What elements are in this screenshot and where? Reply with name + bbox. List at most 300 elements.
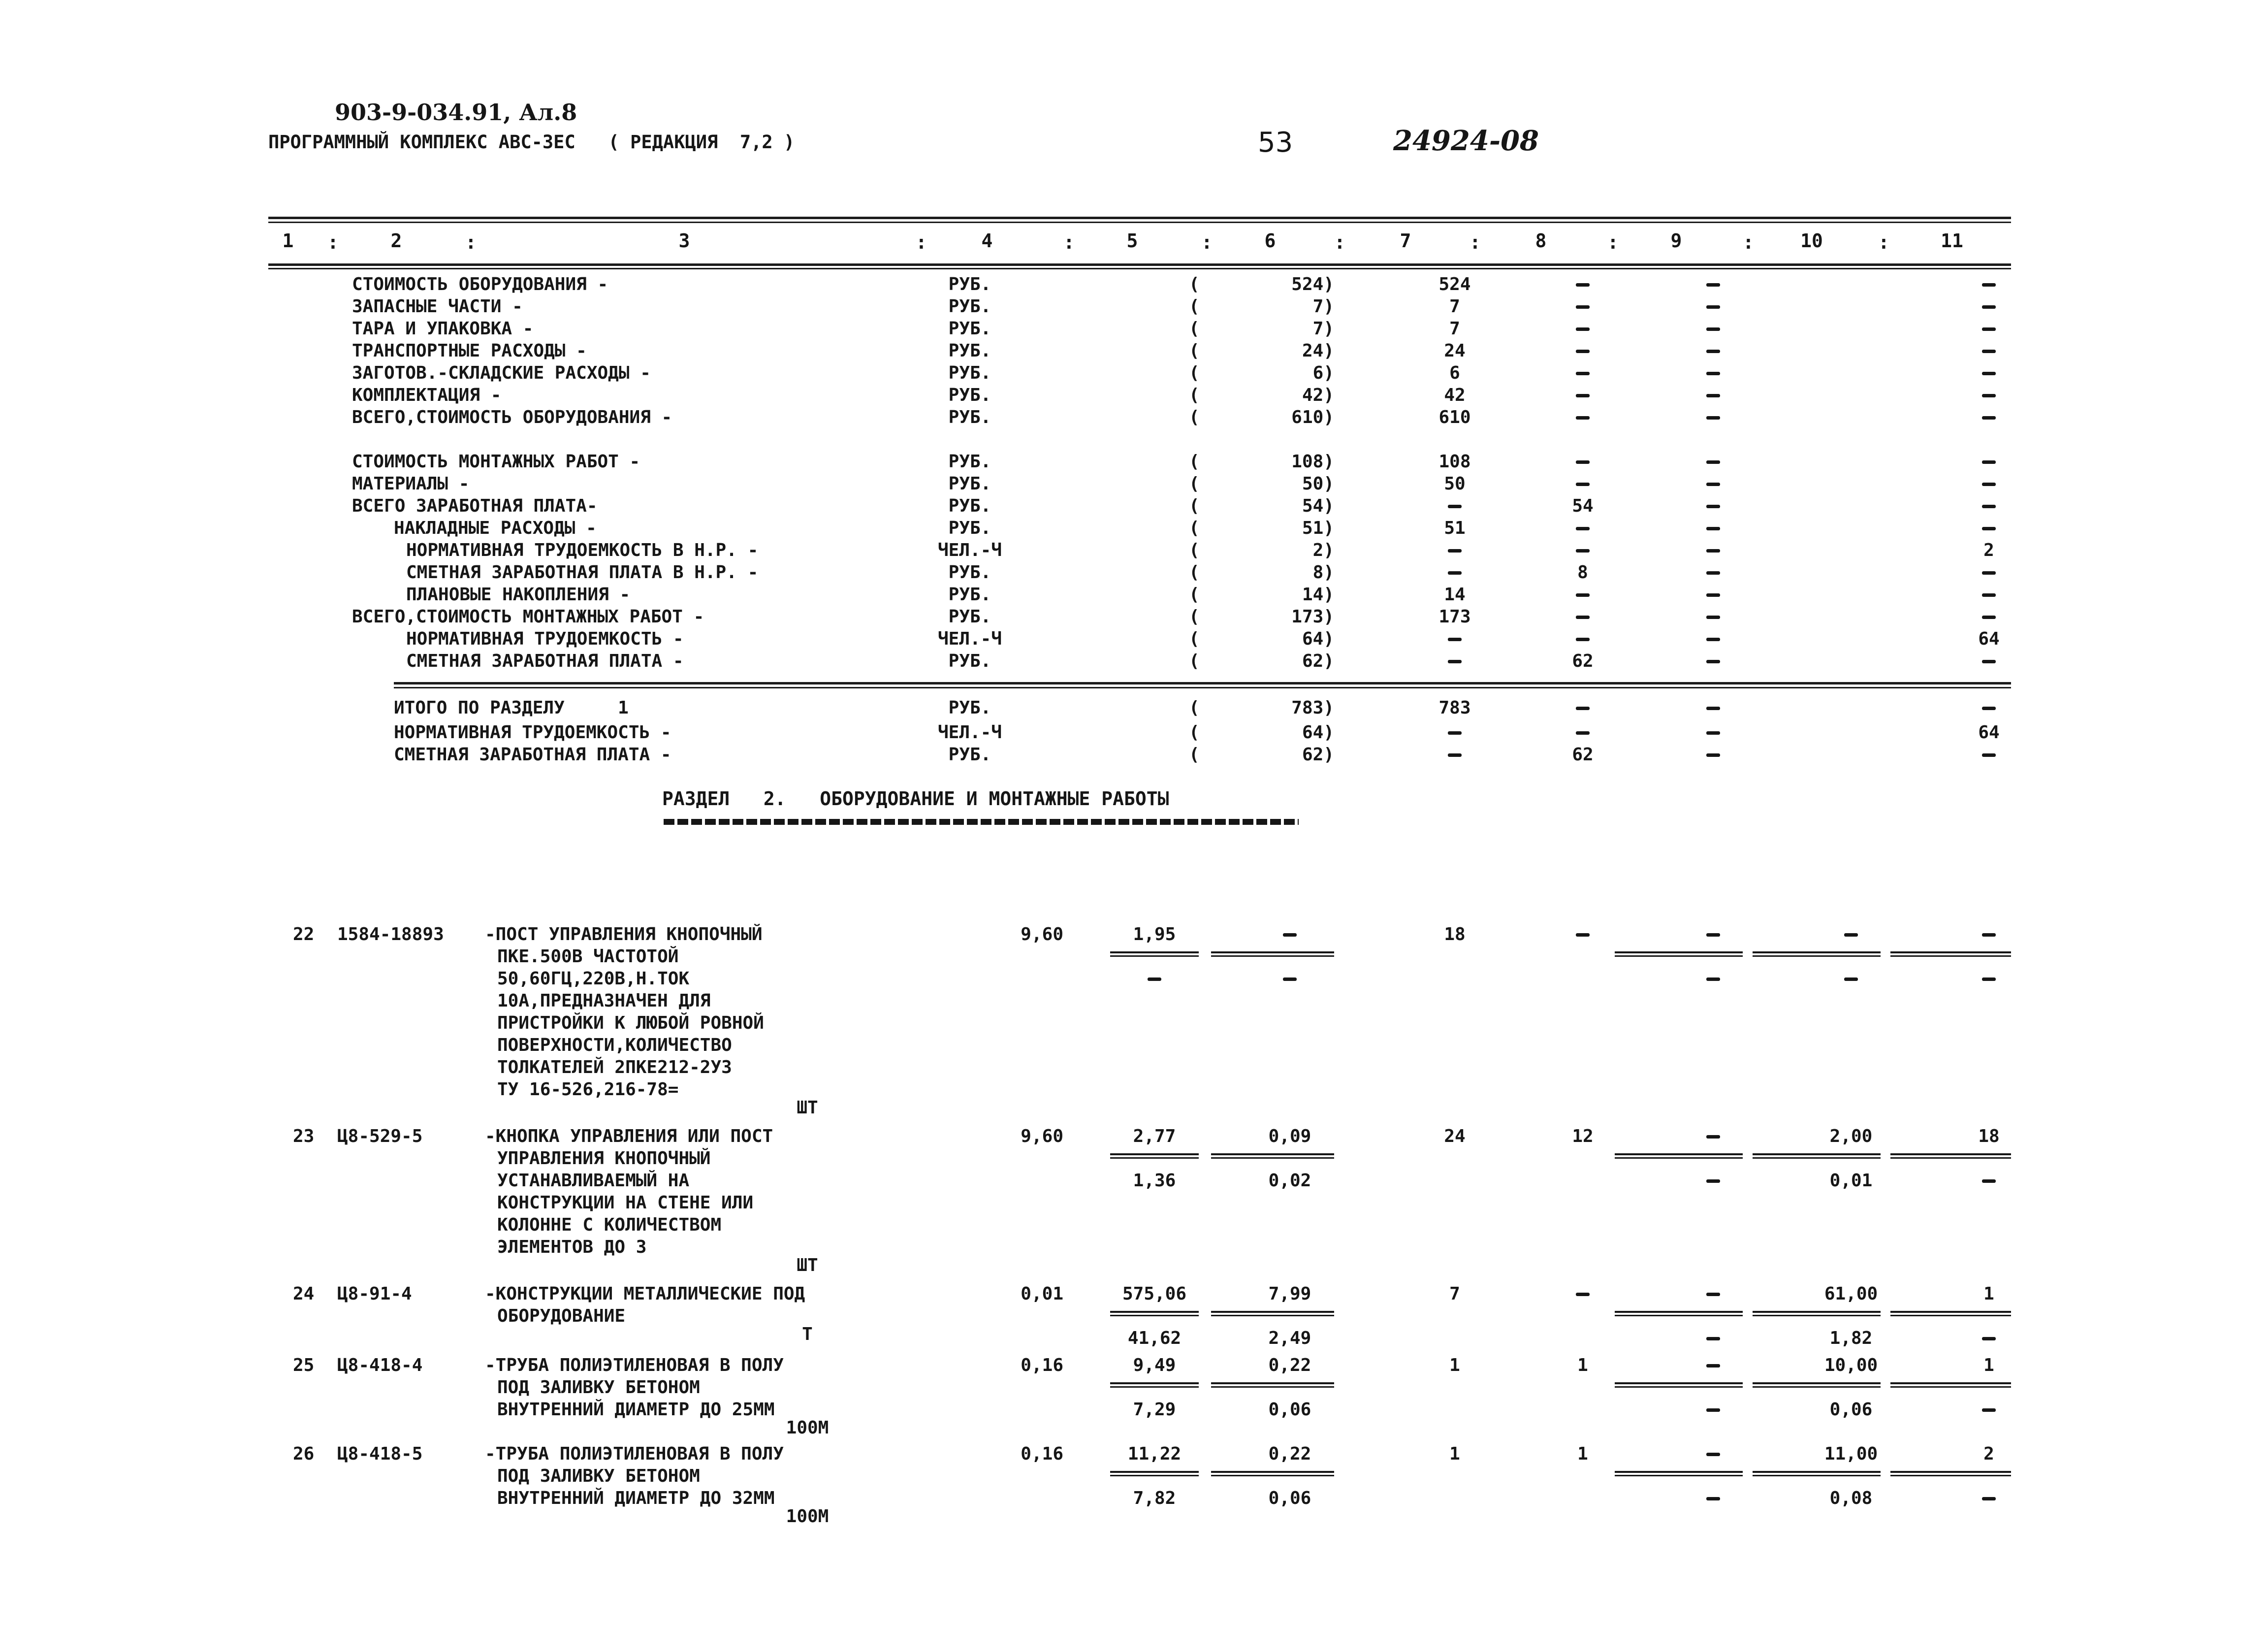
item-col10-sub: 0,08	[1829, 1488, 1873, 1508]
item-col5: 2,77	[1133, 1126, 1176, 1146]
summary-col11-dash	[1982, 350, 1996, 353]
summary-label: ВСЕГО,СТОИМОСТЬ МОНТАЖНЫХ РАБОТ -	[352, 607, 704, 627]
summary-col8: 54	[1572, 496, 1594, 516]
summary-col11-dash	[1982, 616, 1996, 619]
summary-bracket-value: 51)	[1302, 518, 1334, 538]
summary-col7: 42	[1444, 385, 1466, 405]
summary-col9-dash	[1706, 549, 1720, 553]
item-description-line: -ПОСТ УПРАВЛЕНИЯ КНОПОЧНЫЙ	[485, 924, 763, 944]
summary-bracket-value: 50)	[1302, 474, 1334, 494]
item-description-line: -ТРУБА ПОЛИЭТИЛЕНОВАЯ В ПОЛУ	[485, 1355, 784, 1375]
item-divider-col10	[1753, 1382, 1881, 1388]
summary-unit: РУБ.	[948, 363, 991, 383]
summary-col8-dash	[1576, 616, 1590, 619]
item-col8: 1	[1577, 1355, 1588, 1375]
summary-col11-dash	[1982, 505, 1996, 508]
column-separator: :	[1878, 231, 1889, 253]
item-col7: 24	[1444, 1126, 1466, 1146]
summary-bracket-open: (	[1189, 496, 1200, 516]
summary-bracket-value: 24)	[1302, 341, 1334, 361]
column-header-7: 7	[1400, 230, 1411, 252]
item-description-line: -КНОПКА УПРАВЛЕНИЯ ИЛИ ПОСТ	[485, 1126, 773, 1146]
column-separator: :	[327, 231, 339, 253]
summary-unit: РУБ.	[948, 341, 991, 361]
summary-unit: РУБ.	[948, 518, 991, 538]
summary-bracket-open: (	[1189, 452, 1200, 472]
item-col10: 10,00	[1824, 1355, 1878, 1375]
summary-col8-dash	[1576, 638, 1590, 641]
item-code: Ц8-529-5	[337, 1126, 423, 1146]
summary-col7-dash	[1448, 660, 1462, 663]
summary-col11-dash	[1982, 483, 1996, 486]
item-description-line: ТУ 16-526,216-78=	[497, 1079, 679, 1100]
total-label: ИТОГО ПО РАЗДЕЛУ 1	[394, 698, 629, 718]
item-col6-sub-dash	[1283, 977, 1297, 981]
item-divider-col5	[1110, 1311, 1199, 1316]
total-col11-dash	[1982, 753, 1996, 757]
summary-label: ВСЕГО ЗАРАБОТНАЯ ПЛАТА-	[352, 496, 598, 516]
item-col6: 0,22	[1268, 1444, 1311, 1464]
item-divider-col11	[1890, 1382, 2011, 1388]
item-description-line: ПКЕ.500В ЧАСТОТОЙ	[497, 946, 679, 967]
summary-col7: 610	[1438, 407, 1471, 427]
item-unit: 100М	[786, 1418, 829, 1438]
summary-label: СМЕТНАЯ ЗАРАБОТНАЯ ПЛАТА В Н.Р. -	[406, 562, 759, 583]
summary-col11-dash	[1982, 527, 1996, 530]
column-separator: :	[1469, 231, 1481, 253]
summary-col8-dash	[1576, 460, 1590, 464]
item-divider-col10	[1753, 1471, 1881, 1476]
summary-bracket-value: 2)	[1312, 540, 1334, 560]
item-col5-sub: 41,62	[1127, 1328, 1182, 1348]
total-unit: РУБ.	[948, 698, 991, 718]
column-header-1: 1	[282, 230, 294, 252]
column-separator: :	[1201, 231, 1213, 253]
summary-col8-dash	[1576, 283, 1590, 287]
item-col7: 1	[1449, 1355, 1460, 1375]
summary-col9-dash	[1706, 483, 1720, 486]
handwritten-number: 24924-08	[1393, 125, 1539, 157]
item-col11: 18	[1978, 1126, 2000, 1146]
item-number: 26	[293, 1444, 315, 1464]
item-unit: ШТ	[797, 1255, 818, 1275]
summary-bracket-value: 42)	[1302, 385, 1334, 405]
item-code: Ц8-418-4	[337, 1355, 423, 1375]
summary-label: СМЕТНАЯ ЗАРАБОТНАЯ ПЛАТА -	[406, 651, 684, 671]
item-col5: 11,22	[1127, 1444, 1182, 1464]
total-col11: 64	[1978, 722, 2000, 743]
item-col11-sub-dash	[1982, 1179, 1996, 1183]
summary-bracket-open: (	[1189, 651, 1200, 671]
column-header-5: 5	[1126, 230, 1138, 252]
column-header-11: 11	[1941, 230, 1963, 252]
total-unit: РУБ.	[948, 745, 991, 765]
summary-bracket-open: (	[1189, 607, 1200, 627]
summary-unit: РУБ.	[948, 562, 991, 583]
summary-bracket-value: 524)	[1291, 274, 1334, 294]
summary-col11-dash	[1982, 305, 1996, 309]
summary-bracket-open: (	[1189, 363, 1200, 383]
item-description-line: ПОД ЗАЛИВКУ БЕТОНОМ	[497, 1466, 700, 1486]
item-divider-col9	[1615, 1382, 1743, 1388]
summary-bracket-open: (	[1189, 585, 1200, 605]
total-col9-dash	[1706, 731, 1720, 735]
summary-col11: 64	[1978, 629, 2000, 649]
summary-col11-dash	[1982, 416, 1996, 420]
summary-unit: РУБ.	[948, 496, 991, 516]
item-divider-col9	[1615, 1471, 1743, 1476]
column-separator: :	[1063, 231, 1075, 253]
item-col5-sub: 1,36	[1133, 1171, 1176, 1191]
summary-unit: ЧЕЛ.-Ч	[937, 629, 1002, 649]
item-description-line: 50,60ГЦ,220В,Н.ТОК	[497, 969, 690, 989]
total-separator-rule	[394, 682, 2011, 684]
summary-col9-dash	[1706, 505, 1720, 508]
summary-unit: РУБ.	[948, 452, 991, 472]
total-label: НОРМАТИВНАЯ ТРУДОЕМКОСТЬ -	[394, 722, 671, 743]
total-col9-dash	[1706, 707, 1720, 710]
summary-label: МАТЕРИАЛЫ -	[352, 474, 470, 494]
summary-bracket-open: (	[1189, 319, 1200, 339]
summary-col9-dash	[1706, 372, 1720, 375]
summary-label: ТАРА И УПАКОВКА -	[352, 319, 534, 339]
column-separator: :	[916, 231, 927, 253]
item-col11-sub-dash	[1982, 1408, 1996, 1412]
item-col5-sub: 7,29	[1133, 1400, 1176, 1420]
summary-col8-dash	[1576, 327, 1590, 331]
total-col8: 62	[1572, 745, 1594, 765]
item-col6: 7,99	[1268, 1284, 1311, 1304]
summary-bracket-open: (	[1189, 385, 1200, 405]
summary-col8-dash	[1576, 549, 1590, 553]
item-unit: Т	[802, 1324, 813, 1344]
summary-bracket-open: (	[1189, 474, 1200, 494]
summary-bracket-value: 54)	[1302, 496, 1334, 516]
total-bracket-open: (	[1189, 698, 1200, 718]
item-col10-sub: 0,06	[1829, 1400, 1873, 1420]
total-bracket-open: (	[1189, 745, 1200, 765]
summary-col9-dash	[1706, 616, 1720, 619]
item-col10-dash	[1844, 933, 1858, 937]
summary-col7-dash	[1448, 638, 1462, 641]
item-col7: 7	[1449, 1284, 1460, 1304]
column-header-2: 2	[390, 230, 402, 252]
summary-unit: РУБ.	[948, 651, 991, 671]
item-divider-col9	[1615, 1153, 1743, 1159]
item-col11: 1	[1983, 1284, 1994, 1304]
summary-bracket-value: 64)	[1302, 629, 1334, 649]
summary-col11-dash	[1982, 571, 1996, 575]
item-description-line: ПОД ЗАЛИВКУ БЕТОНОМ	[497, 1377, 700, 1398]
item-col5-sub: 7,82	[1133, 1488, 1176, 1508]
summary-col7: 51	[1444, 518, 1466, 538]
item-divider-col6	[1211, 1153, 1334, 1159]
column-header-3: 3	[678, 230, 690, 252]
total-col9-dash	[1706, 753, 1720, 757]
summary-bracket-value: 108)	[1291, 452, 1334, 472]
summary-unit: РУБ.	[948, 296, 991, 317]
item-col6: 0,09	[1268, 1126, 1311, 1146]
summary-col8-dash	[1576, 527, 1590, 530]
item-divider-col6	[1211, 1311, 1334, 1316]
summary-label: ПЛАНОВЫЕ НАКОПЛЕНИЯ -	[406, 585, 631, 605]
item-quantity: 0,01	[1021, 1284, 1063, 1304]
summary-col8-dash	[1576, 483, 1590, 486]
item-col9-sub-dash	[1706, 1497, 1720, 1500]
item-code: Ц8-91-4	[337, 1284, 412, 1304]
summary-col9-dash	[1706, 394, 1720, 397]
item-number: 22	[293, 924, 315, 944]
summary-bracket-open: (	[1189, 296, 1200, 317]
summary-col11-dash	[1982, 327, 1996, 331]
item-col10-sub: 0,01	[1829, 1171, 1873, 1191]
summary-col9-dash	[1706, 416, 1720, 420]
summary-col9-dash	[1706, 283, 1720, 287]
item-divider-col11	[1890, 951, 2011, 957]
item-description-line: КОЛОННЕ С КОЛИЧЕСТВОМ	[497, 1215, 722, 1235]
summary-col7-dash	[1448, 571, 1462, 575]
summary-label: НОРМАТИВНАЯ ТРУДОЕМКОСТЬ В Н.Р. -	[406, 540, 759, 560]
item-quantity: 0,16	[1021, 1444, 1063, 1464]
summary-bracket-value: 173)	[1291, 607, 1334, 627]
summary-col7-dash	[1448, 505, 1462, 508]
item-col7: 18	[1444, 924, 1466, 944]
total-bracket-open: (	[1189, 722, 1200, 743]
item-col11-sub-dash	[1982, 977, 1996, 981]
summary-bracket-value: 6)	[1312, 363, 1334, 383]
summary-bracket-open: (	[1189, 540, 1200, 560]
summary-label: СТОИМОСТЬ МОНТАЖНЫХ РАБОТ -	[352, 452, 640, 472]
item-description-line: 10А,ПРЕДНАЗНАЧЕН ДЛЯ	[497, 991, 711, 1011]
summary-bracket-value: 62)	[1302, 651, 1334, 671]
summary-col7-dash	[1448, 549, 1462, 553]
item-col10: 11,00	[1824, 1444, 1878, 1464]
summary-unit: РУБ.	[948, 385, 991, 405]
item-col6-sub: 0,02	[1268, 1171, 1311, 1191]
summary-col7: 524	[1438, 274, 1471, 294]
item-code: 1584-18893	[337, 924, 444, 944]
total-bracket-value: 783)	[1291, 698, 1334, 718]
summary-col11-dash	[1982, 283, 1996, 287]
item-col8: 1	[1577, 1444, 1588, 1464]
item-col11: 1	[1983, 1355, 1994, 1375]
summary-label: КОМПЛЕКТАЦИЯ -	[352, 385, 502, 405]
item-divider-col11	[1890, 1153, 2011, 1159]
item-col11-sub-dash	[1982, 1337, 1996, 1340]
item-description-line: УСТАНАВЛИВАЕМЫЙ НА	[497, 1171, 690, 1191]
table-top-rule	[268, 217, 2011, 219]
summary-col9-dash	[1706, 460, 1720, 464]
item-col7: 1	[1449, 1444, 1460, 1464]
item-quantity: 9,60	[1021, 924, 1063, 944]
item-divider-col5	[1110, 1153, 1199, 1159]
item-col9-dash	[1706, 1453, 1720, 1456]
item-col5: 575,06	[1122, 1284, 1187, 1304]
summary-col7: 50	[1444, 474, 1466, 494]
summary-col9-dash	[1706, 350, 1720, 353]
summary-col8: 62	[1572, 651, 1594, 671]
summary-col8-dash	[1576, 305, 1590, 309]
summary-label: НОРМАТИВНАЯ ТРУДОЕМКОСТЬ -	[406, 629, 684, 649]
item-quantity: 0,16	[1021, 1355, 1063, 1375]
summary-bracket-value: 7)	[1312, 296, 1334, 317]
total-separator-rule-2	[394, 687, 2011, 688]
summary-bracket-open: (	[1189, 562, 1200, 583]
total-col7-dash	[1448, 731, 1462, 735]
summary-col11: 2	[1983, 540, 1994, 560]
header-bottom-rule-2	[268, 268, 2011, 269]
item-col8-dash	[1576, 1293, 1590, 1296]
summary-unit: ЧЕЛ.-Ч	[937, 540, 1002, 560]
summary-bracket-open: (	[1189, 274, 1200, 294]
item-col10-sub-dash	[1844, 977, 1858, 981]
item-col6-sub: 0,06	[1268, 1488, 1311, 1508]
summary-col9-dash	[1706, 305, 1720, 309]
item-divider-col10	[1753, 951, 1881, 957]
summary-col8-dash	[1576, 593, 1590, 597]
item-description-line: -ТРУБА ПОЛИЭТИЛЕНОВАЯ В ПОЛУ	[485, 1444, 784, 1464]
item-description-line: ПОВЕРХНОСТИ,КОЛИЧЕСТВО	[497, 1035, 732, 1055]
column-separator: :	[1607, 231, 1619, 253]
item-col6: 0,22	[1268, 1355, 1311, 1375]
item-col9-dash	[1706, 1293, 1720, 1296]
summary-col9-dash	[1706, 638, 1720, 641]
summary-unit: РУБ.	[948, 407, 991, 427]
item-divider-col9	[1615, 1311, 1743, 1316]
summary-col8-dash	[1576, 350, 1590, 353]
column-separator: :	[1743, 231, 1754, 253]
total-bracket-value: 64)	[1302, 722, 1334, 743]
item-col5: 9,49	[1133, 1355, 1176, 1375]
item-col9-dash	[1706, 1364, 1720, 1368]
item-col10-sub: 1,82	[1829, 1328, 1873, 1348]
item-description-line: ОБОРУДОВАНИЕ	[497, 1306, 626, 1326]
column-separator: :	[465, 231, 477, 253]
item-description-line: ТОЛКАТЕЛЕЙ 2ПКЕ212-2У3	[497, 1057, 732, 1077]
summary-unit: РУБ.	[948, 474, 991, 494]
summary-col11-dash	[1982, 372, 1996, 375]
item-col5-sub-dash	[1148, 977, 1161, 981]
item-divider-col6	[1211, 1471, 1334, 1476]
column-separator: :	[1334, 231, 1345, 253]
item-col5: 1,95	[1133, 924, 1176, 944]
summary-col7: 173	[1438, 607, 1471, 627]
column-header-4: 4	[981, 230, 993, 252]
item-col11: 2	[1983, 1444, 1994, 1464]
item-col10: 61,00	[1824, 1284, 1878, 1304]
section-title: РАЗДЕЛ 2. ОБОРУДОВАНИЕ И МОНТАЖНЫЕ РАБОТЫ	[662, 788, 1169, 810]
item-col6-dash	[1283, 933, 1297, 937]
summary-col7: 14	[1444, 585, 1466, 605]
item-quantity: 9,60	[1021, 1126, 1063, 1146]
total-col8-dash	[1576, 707, 1590, 710]
summary-unit: РУБ.	[948, 607, 991, 627]
summary-unit: РУБ.	[948, 319, 991, 339]
item-description-line: УПРАВЛЕНИЯ КНОПОЧНЫЙ	[497, 1148, 711, 1169]
summary-col8: 8	[1577, 562, 1588, 583]
summary-label: ВСЕГО,СТОИМОСТЬ ОБОРУДОВАНИЯ -	[352, 407, 672, 427]
summary-bracket-value: 610)	[1291, 407, 1334, 427]
page-number: 53	[1258, 127, 1293, 159]
item-divider-col6	[1211, 1382, 1334, 1388]
item-col6-sub: 2,49	[1268, 1328, 1311, 1348]
summary-label: НАКЛАДНЫЕ РАСХОДЫ -	[394, 518, 597, 538]
item-code: Ц8-418-5	[337, 1444, 423, 1464]
summary-bracket-open: (	[1189, 518, 1200, 538]
item-divider-col5	[1110, 951, 1199, 957]
document-code: 903-9-034.91, Ал.8	[335, 99, 577, 126]
header-bottom-rule	[268, 263, 2011, 266]
item-col11-sub-dash	[1982, 1497, 1996, 1500]
item-number: 24	[293, 1284, 315, 1304]
total-label: СМЕТНАЯ ЗАРАБОТНАЯ ПЛАТА -	[394, 745, 671, 765]
summary-label: ЗАГОТОВ.-СКЛАДСКИЕ РАСХОДЫ -	[352, 363, 651, 383]
summary-col11-dash	[1982, 394, 1996, 397]
summary-col9-dash	[1706, 660, 1720, 663]
summary-col11-dash	[1982, 660, 1996, 663]
item-description-line: -КОНСТРУКЦИИ МЕТАЛЛИЧЕСКИЕ ПОД	[485, 1284, 805, 1304]
total-bracket-value: 62)	[1302, 745, 1334, 765]
column-header-6: 6	[1264, 230, 1276, 252]
summary-col9-dash	[1706, 571, 1720, 575]
summary-col9-dash	[1706, 327, 1720, 331]
item-number: 23	[293, 1126, 315, 1146]
item-divider-col6	[1211, 951, 1334, 957]
summary-col11-dash	[1982, 593, 1996, 597]
summary-col7: 6	[1449, 363, 1460, 383]
item-col9-sub-dash	[1706, 977, 1720, 981]
item-divider-col10	[1753, 1311, 1881, 1316]
item-divider-col9	[1615, 951, 1743, 957]
item-col8: 12	[1572, 1126, 1594, 1146]
summary-bracket-value: 14)	[1302, 585, 1334, 605]
total-unit: ЧЕЛ.-Ч	[937, 722, 1002, 743]
summary-col8-dash	[1576, 372, 1590, 375]
summary-col7: 7	[1449, 319, 1460, 339]
item-unit: ШТ	[797, 1098, 818, 1118]
item-col8-dash	[1576, 933, 1590, 937]
program-title: ПРОГРАММНЫЙ КОМПЛЕКС АВС-3ЕС ( РЕДАКЦИЯ 7,2 )	[268, 131, 795, 153]
summary-label: СТОИМОСТЬ ОБОРУДОВАНИЯ -	[352, 274, 608, 294]
summary-bracket-value: 8)	[1312, 562, 1334, 583]
item-col9-dash	[1706, 933, 1720, 937]
item-col9-sub-dash	[1706, 1179, 1720, 1183]
item-col10: 2,00	[1829, 1126, 1873, 1146]
summary-bracket-value: 7)	[1312, 319, 1334, 339]
item-number: 25	[293, 1355, 315, 1375]
item-divider-col11	[1890, 1471, 2011, 1476]
table-top-rule-2	[268, 222, 2011, 223]
item-col6-sub: 0,06	[1268, 1400, 1311, 1420]
item-divider-col10	[1753, 1153, 1881, 1159]
summary-col11-dash	[1982, 460, 1996, 464]
summary-col7: 7	[1449, 296, 1460, 317]
item-col9-dash	[1706, 1135, 1720, 1139]
item-col9-sub-dash	[1706, 1408, 1720, 1412]
total-col8-dash	[1576, 731, 1590, 735]
summary-col7: 24	[1444, 341, 1466, 361]
item-divider-col5	[1110, 1471, 1199, 1476]
total-col7-dash	[1448, 753, 1462, 757]
item-description-line: ПРИСТРОЙКИ К ЛЮБОЙ РОВНОЙ	[497, 1013, 764, 1033]
column-header-10: 10	[1800, 230, 1823, 252]
summary-label: ЗАПАСНЫЕ ЧАСТИ -	[352, 296, 523, 317]
summary-col9-dash	[1706, 527, 1720, 530]
summary-bracket-open: (	[1189, 407, 1200, 427]
summary-bracket-open: (	[1189, 341, 1200, 361]
summary-col9-dash	[1706, 593, 1720, 597]
item-description-line: ВНУТРЕННИЙ ДИАМЕТР ДО 25ММ	[497, 1400, 775, 1420]
